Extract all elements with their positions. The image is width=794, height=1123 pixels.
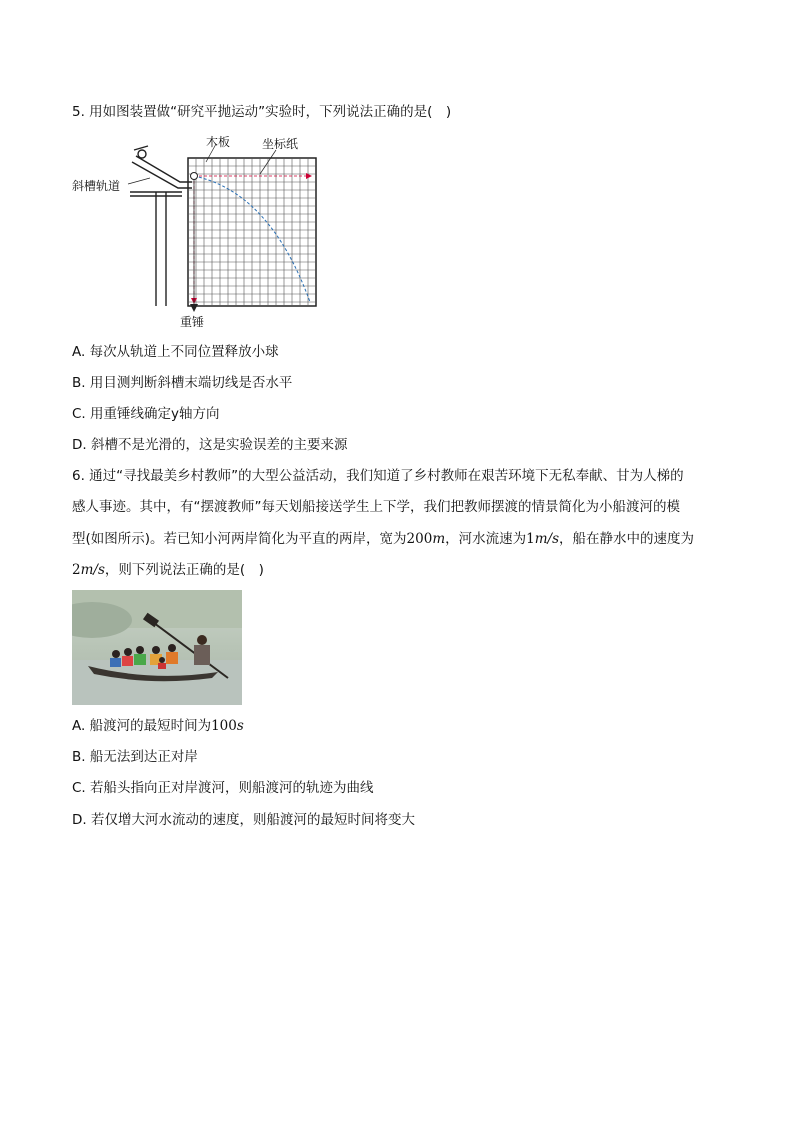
q6-option-b: B. 船无法到达正对岸 <box>72 749 198 765</box>
ball <box>191 173 198 180</box>
q5-option-c: C. 用重锤线确定y轴方向 <box>72 406 220 422</box>
q6-option-c: C. 若船头指向正对岸渡河，则船渡河的轨迹为曲线 <box>72 780 374 796</box>
plumb-bob <box>190 304 198 312</box>
q6-stem-line3: 型(如图所示)。若已知小河两岸简化为平直的两岸，宽为200m，河水流速为1m/s，船在静水中的速度为 <box>72 531 695 547</box>
ferry-teacher-photo <box>72 590 242 705</box>
label-board: 木板 <box>206 135 231 149</box>
q6-stem-line4: 2m/s，则下列说法正确的是( ) <box>72 562 264 578</box>
q6-option-d: D. 若仅增大河水流动的速度，则船渡河的最短时间将变大 <box>72 812 415 828</box>
label-track: 斜槽轨道 <box>72 179 121 193</box>
grid-paper <box>188 158 316 306</box>
q5-stem: 5. 用如图装置做“研究平抛运动”实验时，下列说法正确的是( ) <box>72 104 452 120</box>
inclined-track <box>132 146 192 188</box>
q5-option-a: A. 每次从轨道上不同位置释放小球 <box>72 344 279 360</box>
q5-option-d: D. 斜槽不是光滑的，这是实验误差的主要来源 <box>72 437 348 453</box>
label-grid-paper: 坐标纸 <box>262 137 299 151</box>
q6-stem-line2: 感人事迹。其中，有“摆渡教师”每天划船接送学生上下学，我们把教师摆渡的情景简化为小船渡河的模 <box>72 499 680 515</box>
label-plumb: 重锤 <box>180 315 205 329</box>
projectile-apparatus-figure <box>70 132 326 332</box>
support-stand <box>130 192 182 306</box>
q5-option-b: B. 用目测判断斜槽末端切线是否水平 <box>72 375 293 391</box>
q6-option-a: A. 船渡河的最短时间为100s <box>72 718 244 734</box>
q6-stem-line1: 6. 通过“寻找最美乡村教师”的大型公益活动，我们知道了乡村教师在艰苦环境下无私奉献、甘为人梯的 <box>72 468 684 484</box>
